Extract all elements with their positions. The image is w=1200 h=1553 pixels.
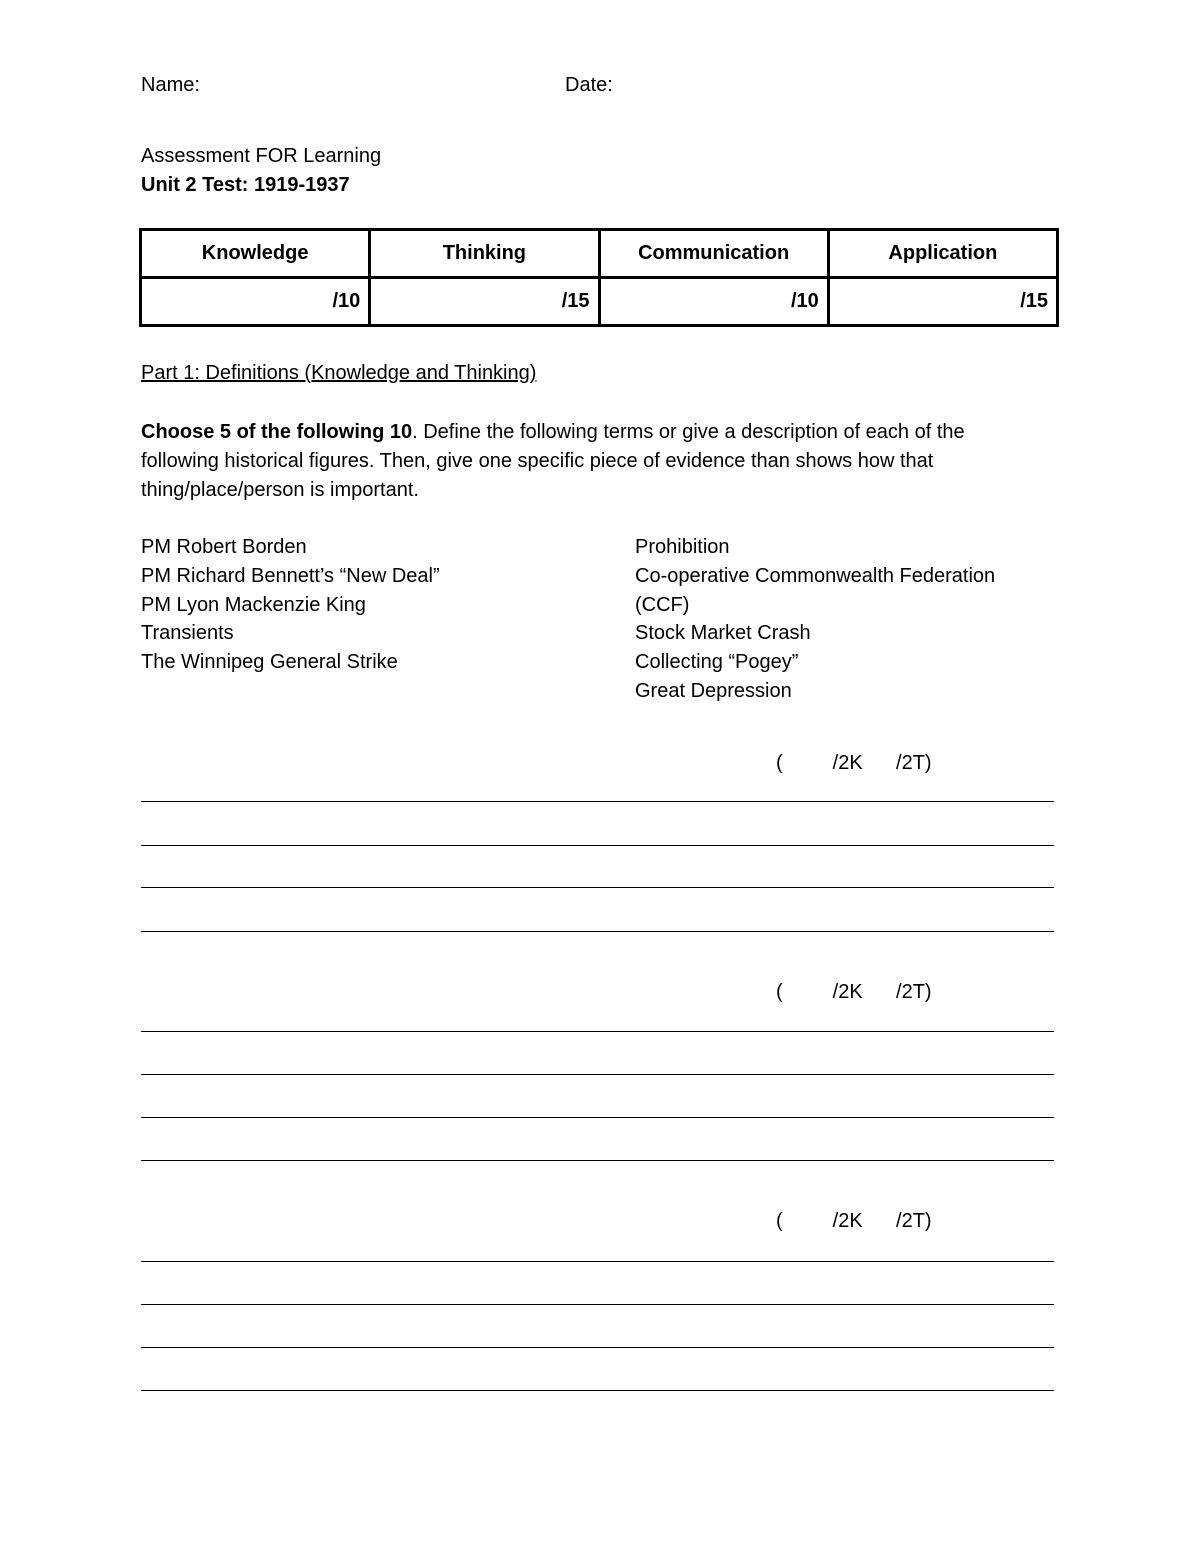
marks-allocation: ( /2K /2T): [776, 1210, 932, 1232]
answer-line[interactable]: [141, 1261, 1054, 1262]
list-item: Co-operative Commonwealth Federation (CCF): [635, 564, 996, 616]
date-label: Date:: [565, 74, 613, 96]
instructions: [141, 418, 1041, 505]
list-item: PM Robert Borden: [141, 536, 307, 558]
answer-line[interactable]: [141, 1304, 1054, 1305]
answer-line[interactable]: [141, 845, 1054, 846]
terms-list-right: [635, 533, 1055, 706]
score-table: [139, 228, 1059, 327]
list-item: Collecting “Pogey”: [635, 651, 799, 674]
score-value-application[interactable]: /15: [828, 278, 1057, 326]
score-header-knowledge: Knowledge: [141, 230, 370, 278]
list-item: PM Lyon Mackenzie King: [141, 593, 366, 616]
part-title: Part 1: Definitions (Knowledge and Thinking): [141, 362, 537, 384]
score-header-application: Application: [828, 230, 1057, 278]
marks-allocation: ( /2K /2T): [776, 752, 932, 774]
instructions-emphasis: Choose 5 of the following 10: [141, 421, 413, 443]
assessment-type: Assessment FOR Learning: [141, 145, 382, 167]
answer-line[interactable]: [141, 801, 1054, 802]
list-item: Great Depression: [635, 679, 792, 702]
answer-line[interactable]: [141, 887, 1054, 888]
list-item: PM Richard Bennett’s “New Deal”: [141, 564, 440, 587]
answer-line[interactable]: [141, 1160, 1054, 1161]
score-value-thinking[interactable]: /15: [370, 278, 599, 326]
list-item: Prohibition: [635, 536, 730, 558]
answer-line[interactable]: [141, 1031, 1054, 1032]
list-item: The Winnipeg General Strike: [141, 651, 398, 674]
answer-line[interactable]: [141, 1390, 1054, 1391]
score-table-value-row: [141, 278, 1058, 326]
test-title: Unit 2 Test: 1919-1937: [141, 174, 350, 196]
answer-line[interactable]: [141, 1117, 1054, 1118]
name-label: Name:: [141, 74, 200, 96]
score-table-header-row: [141, 230, 1058, 278]
list-item: Transients: [141, 622, 234, 645]
terms-list-left: [141, 533, 440, 677]
score-value-knowledge[interactable]: /10: [141, 278, 370, 326]
score-header-thinking: Thinking: [370, 230, 599, 278]
answer-line[interactable]: [141, 1074, 1054, 1075]
answer-line[interactable]: [141, 931, 1054, 932]
score-value-communication[interactable]: /10: [599, 278, 828, 326]
score-header-communication: Communication: [599, 230, 828, 278]
marks-allocation: ( /2K /2T): [776, 981, 932, 1003]
instructions-text: . Define the following terms or give a description of each of the following historical figures. Then, give one specific piece of evidence than shows how that thing/place/person is important.: [141, 421, 965, 501]
list-item: Stock Market Crash: [635, 622, 811, 645]
answer-line[interactable]: [141, 1347, 1054, 1348]
